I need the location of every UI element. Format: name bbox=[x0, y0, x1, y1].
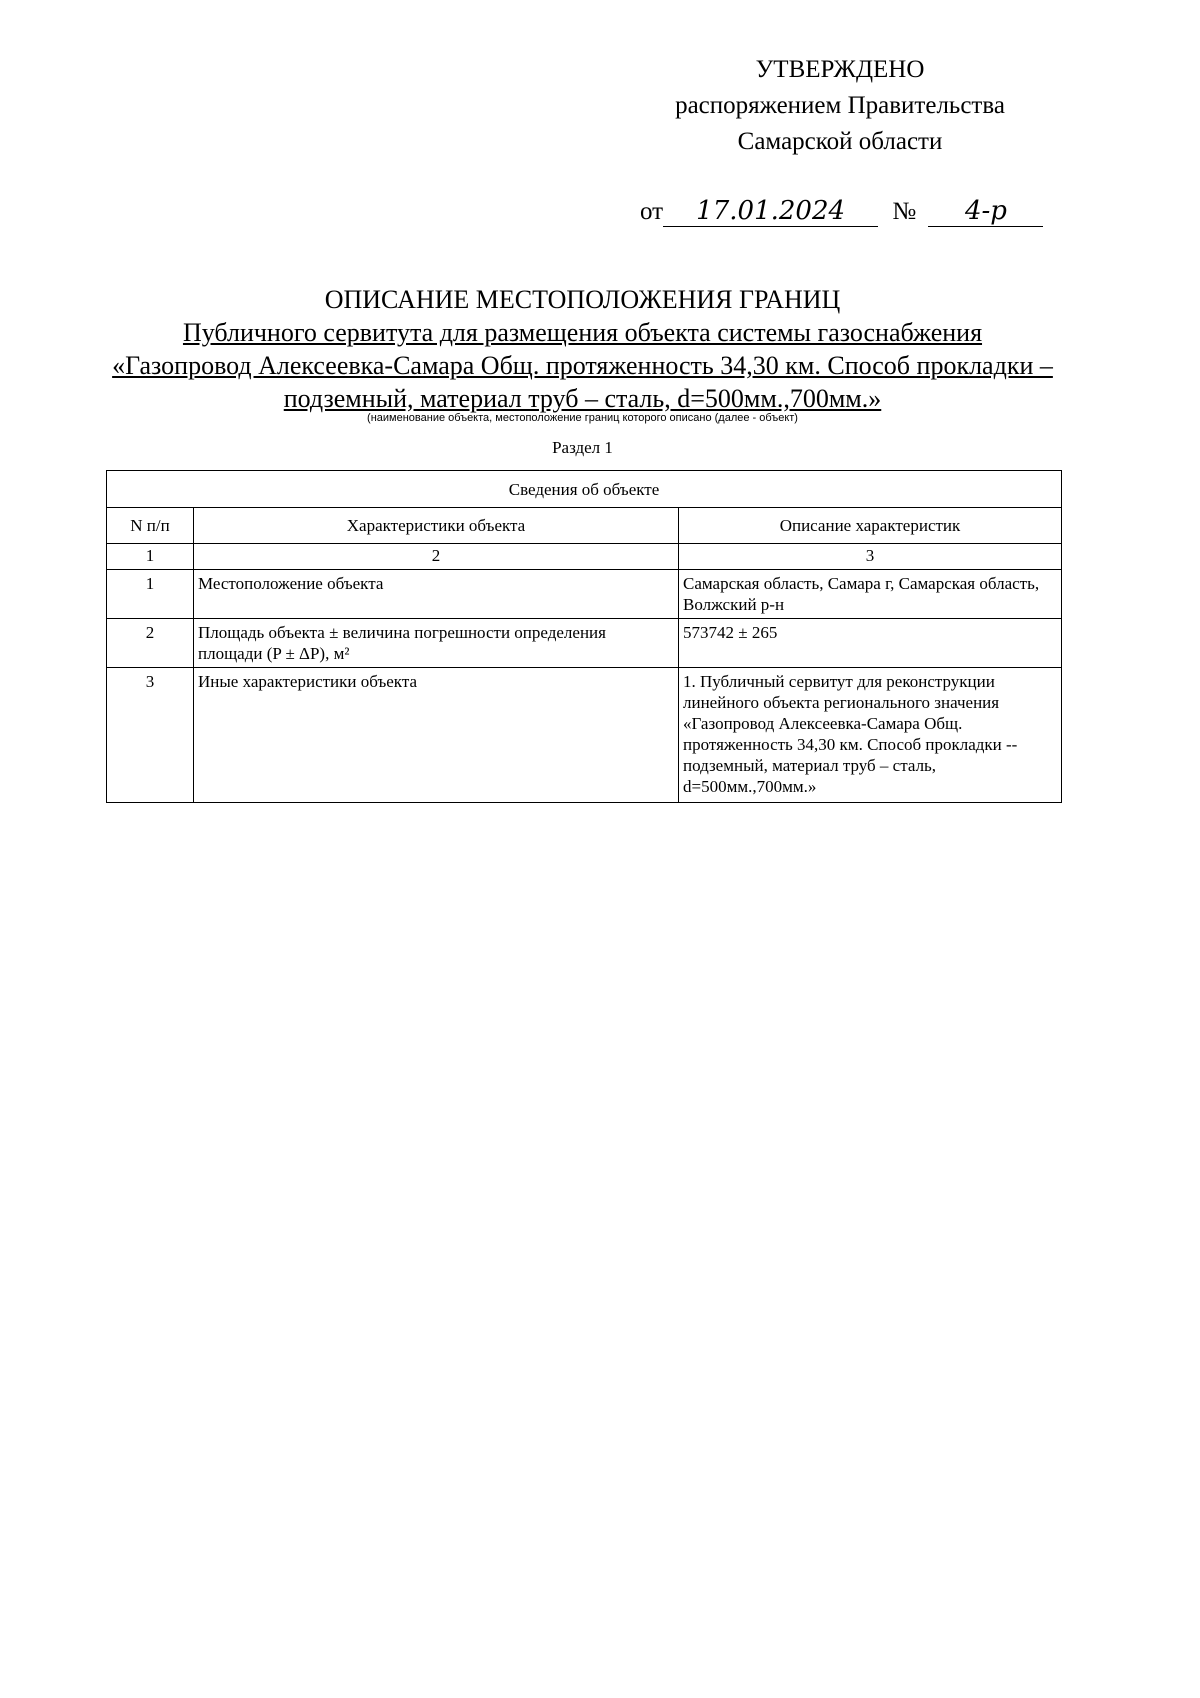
row-characteristic: Площадь объекта ± величина погрешности определения площади (P ± ΔP), м² bbox=[194, 619, 679, 668]
title-line-1: Публичного сервитута для размещения объекта системы газоснабжения bbox=[182, 318, 983, 347]
document-title bbox=[0, 283, 1165, 415]
table-title: Сведения об объекте bbox=[107, 471, 1062, 508]
row-number: 2 bbox=[107, 619, 194, 668]
row-characteristic: Иные характеристики объекта bbox=[194, 668, 679, 803]
header-number: N п/п bbox=[107, 508, 194, 544]
header-characteristic: Характеристики объекта bbox=[194, 508, 679, 544]
section-label: Раздел 1 bbox=[552, 438, 613, 457]
row-characteristic: Местоположение объекта bbox=[194, 570, 679, 619]
title-line-3: подземный, материал труб – сталь, d=500мм.,700мм.» bbox=[283, 384, 882, 413]
title-line-2: «Газопровод Алексеевка-Самара Общ. протяженность 34,30 км. Способ прокладки – bbox=[112, 351, 1053, 380]
approval-block bbox=[600, 52, 1080, 160]
header-description: Описание характеристик bbox=[679, 508, 1062, 544]
title-heading: ОПИСАНИЕ МЕСТОПОЛОЖЕНИЯ ГРАНИЦ bbox=[324, 285, 841, 314]
table-row bbox=[107, 619, 1062, 668]
row-number: 3 bbox=[107, 668, 194, 803]
approval-region: Самарской области bbox=[737, 128, 943, 155]
row-description: 573742 ± 265 bbox=[679, 619, 1062, 668]
approval-heading: УТВЕРЖДЕНО bbox=[755, 56, 925, 83]
title-caption: (наименование объекта, местоположение границ которого описано (далее - объект) bbox=[367, 412, 798, 424]
approval-authority: распоряжением Правительства bbox=[675, 92, 1005, 119]
column-number: 1 bbox=[107, 544, 194, 570]
row-number: 1 bbox=[107, 570, 194, 619]
date-prefix: от bbox=[640, 198, 664, 225]
column-number: 3 bbox=[679, 544, 1062, 570]
order-date-line bbox=[640, 196, 1043, 227]
row-description: 1. Публичный сервитут для реконструкции линейного объекта регионального значения «Газопровод Алексеевка-Самара Общ. протяженность 34,30 км. Способ прокладки -- подземный, материал труб – сталь, d=500мм.,700мм.» bbox=[679, 668, 1062, 803]
column-number: 2 bbox=[194, 544, 679, 570]
number-prefix: № bbox=[892, 198, 917, 225]
object-info-table bbox=[106, 470, 1062, 803]
handwritten-date: 17.01.2024 bbox=[663, 196, 878, 227]
row-description: Самарская область, Самара г, Самарская область, Волжский р-н bbox=[679, 570, 1062, 619]
handwritten-number: 4-р bbox=[928, 196, 1043, 227]
table-row bbox=[107, 570, 1062, 619]
table-row bbox=[107, 668, 1062, 803]
